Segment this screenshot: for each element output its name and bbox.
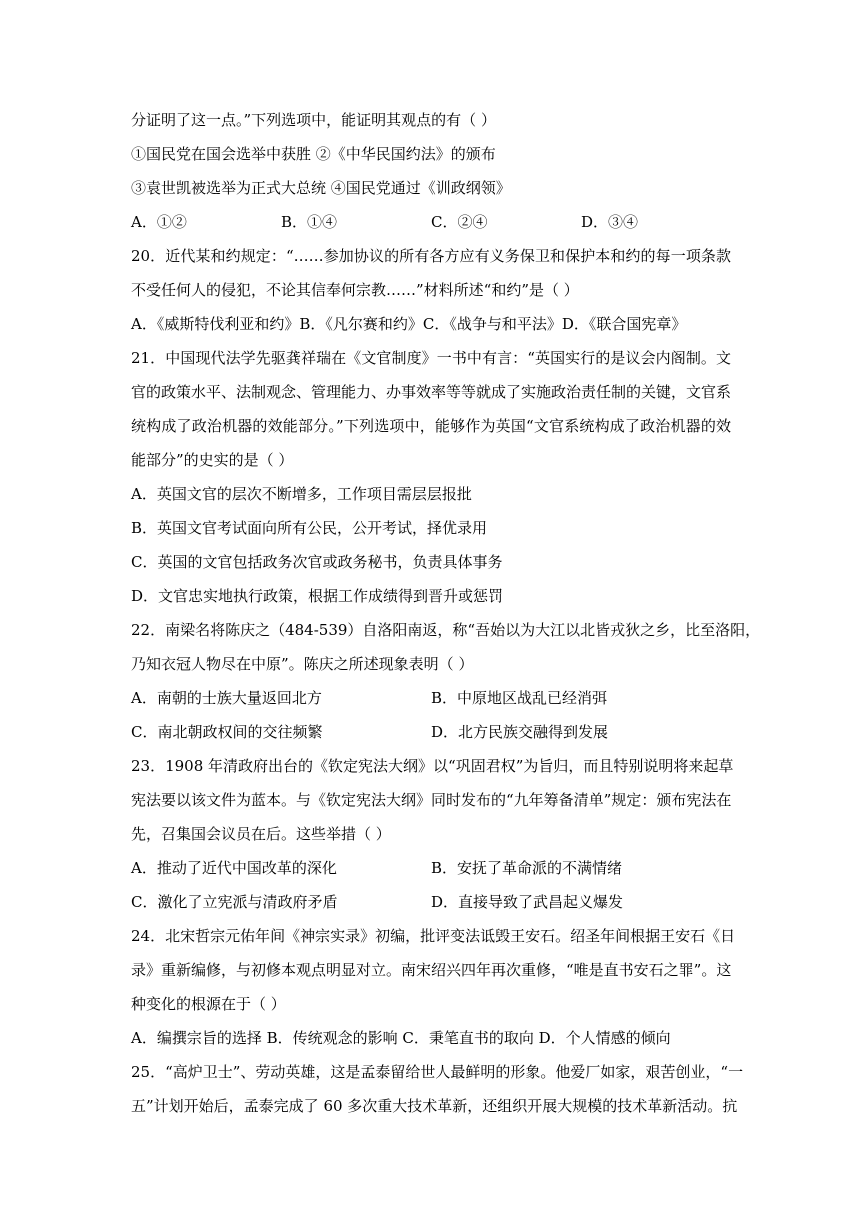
q20-stem-line-2: 不受任何人的侵犯，不论其信奉何宗教……”材料所述“和约”是（ ） bbox=[131, 281, 579, 299]
q22-option-c: C．南北朝政权间的交往频繁 bbox=[131, 723, 323, 741]
q19-items-row1: ①国民党在国会选举中获胜 ②《中华民国约法》的颁布 bbox=[131, 145, 496, 163]
q22-option-d: D．北方民族交融得到发展 bbox=[431, 723, 609, 741]
q23-option-b: B．安抚了革命派的不满情绪 bbox=[431, 859, 623, 877]
q21-option-c: C．英国的文官包括政务次官或政务秘书，负责具体事务 bbox=[131, 553, 503, 571]
q25-stem-line-1: 25．“高炉卫士”、劳动英雄，这是孟泰留给世人最鲜明的形象。他爱厂如家，艰苦创业，“一 bbox=[131, 1063, 744, 1081]
q21-stem-line-4: 能部分”的史实的是（ ） bbox=[131, 451, 294, 469]
q22-stem-line-2: 乃知衣冠人物尽在中原”。陈庆之所述现象表明（ ） bbox=[131, 655, 474, 673]
q21-stem-line-1: 21．中国现代法学先驱龚祥瑞在《文官制度》一书中有言：“英国实行的是议会内阁制。文 bbox=[131, 349, 731, 367]
q20-options: A．《威斯特伐利亚和约》B．《凡尔赛和约》C．《战争与和平法》D．《联合国宪章》 bbox=[131, 315, 687, 333]
q19-option-c: C．②④ bbox=[431, 213, 488, 231]
q23-stem-line-3: 先，召集国会议员在后。这些举措（ ） bbox=[131, 825, 391, 843]
q21-option-b: B．英国文官考试面向所有公民，公开考试，择优录用 bbox=[131, 519, 488, 537]
q22-stem-line-1: 22．南梁名将陈庆之（484-539）自洛阳南返，称“吾始以为大江以北皆戎狄之乡，比至洛阳， bbox=[131, 621, 761, 639]
q21-stem-line-2: 官的政策水平、法制观念、管理能力、办事效率等等就成了实施政治责任制的关键，文官系 bbox=[131, 383, 732, 401]
q23-option-a: A．推动了近代中国改革的深化 bbox=[131, 859, 337, 877]
q19-option-a: A．①② bbox=[131, 213, 187, 231]
q19-option-b: B．①④ bbox=[281, 213, 338, 231]
q23-stem-line-2: 宪法要以该文件为蓝本。与《钦定宪法大纲》同时发布的“九年筹备清单”规定：颁布宪法在 bbox=[131, 791, 732, 809]
q24-stem-line-2: 录》重新编修，与初修本观点明显对立。南宋绍兴四年再次重修，“唯是直书安石之罪”。这 bbox=[131, 961, 732, 979]
q22-option-b: B．中原地区战乱已经消弭 bbox=[431, 689, 608, 707]
q24-stem-line-3: 种变化的根源在于（ ） bbox=[131, 995, 286, 1013]
q21-option-a: A．英国文官的层次不断增多，工作项目需层层报批 bbox=[131, 485, 472, 503]
q19-items-row2: ③袁世凯被选举为正式大总统 ④国民党通过《训政纲领》 bbox=[131, 179, 511, 197]
q21-stem-line-3: 统构成了政治机器的效能部分。”下列选项中，能够作为英国“文官系统构成了政治机器的效 bbox=[131, 417, 731, 435]
q25-stem-line-2: 五”计划开始后，孟泰完成了 60 多次重大技术革新，还组织开展大规模的技术革新活动。抗 bbox=[131, 1097, 738, 1115]
q20-stem-line-1: 20．近代某和约规定：“……参加协议的所有各方应有义务保卫和保护本和约的每一项条款 bbox=[131, 247, 731, 265]
q19-stem-tail: 分证明了这一点。”下列选项中，能证明其观点的有（ ） bbox=[131, 111, 496, 129]
q24-stem-line-1: 24．北宋哲宗元佑年间《神宗实录》初编，批评变法诋毁王安石。绍圣年间根据王安石《日 bbox=[131, 927, 736, 945]
q23-option-d: D．直接导致了武昌起义爆发 bbox=[431, 893, 624, 911]
q21-option-d: D．文官忠实地执行政策，根据工作成绩得到晋升或惩罚 bbox=[131, 587, 504, 605]
q22-option-a: A．南朝的士族大量返回北方 bbox=[131, 689, 322, 707]
q23-option-c: C．激化了立宪派与清政府矛盾 bbox=[131, 893, 338, 911]
q23-stem-line-1: 23．1908 年清政府出台的《钦定宪法大纲》以“巩固君权”为旨归，而且特别说明将来起草 bbox=[131, 757, 734, 775]
q19-option-d: D．③④ bbox=[581, 213, 639, 231]
q24-options: A．编撰宗旨的选择 B．传统观念的影响 C．秉笔直书的取向 D．个人情感的倾向 bbox=[131, 1029, 671, 1047]
